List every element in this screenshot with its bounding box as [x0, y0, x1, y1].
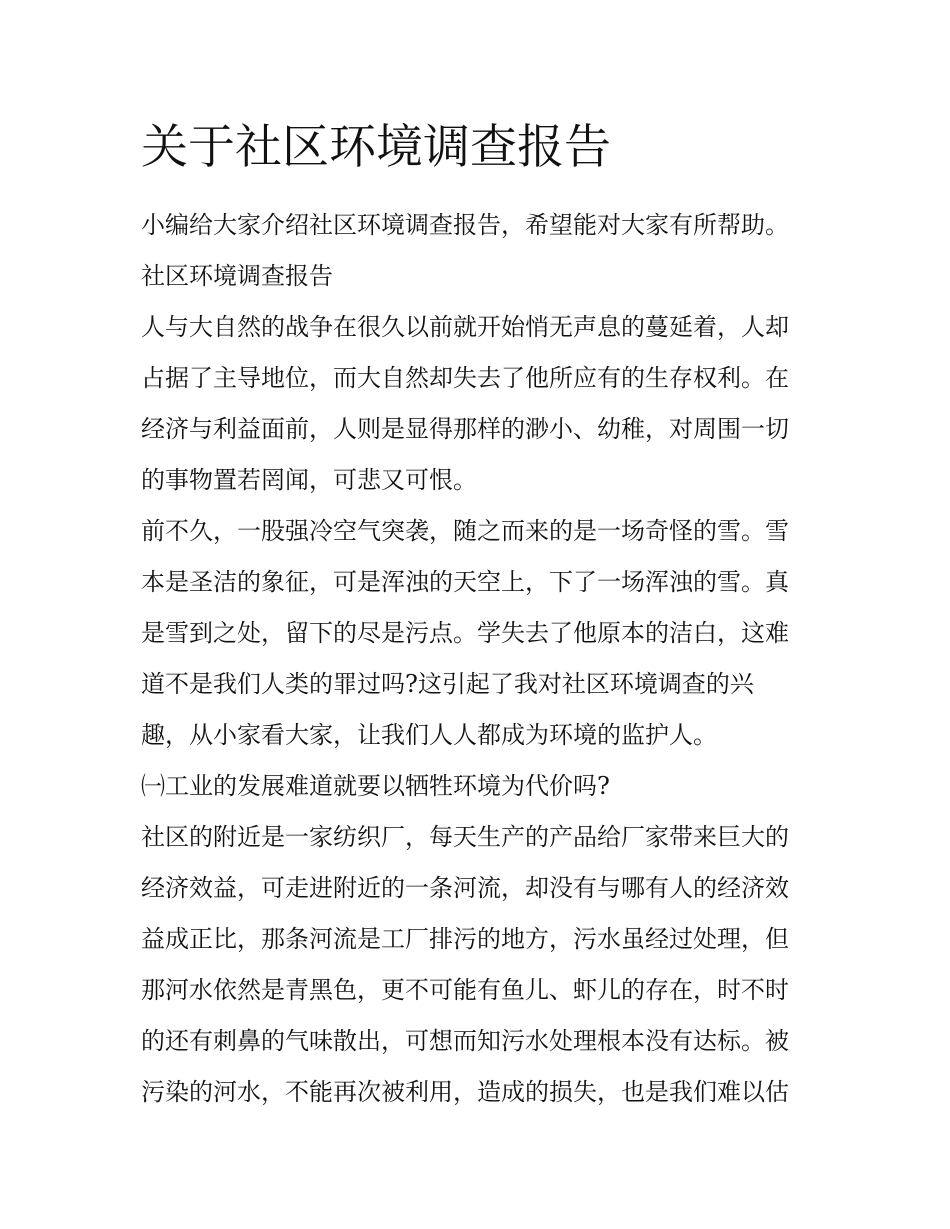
- paragraph-line: 益成正比，那条河流是工厂排污的地方，污水虽经过处理，但: [141, 925, 789, 953]
- intro-text: 小编给大家介绍社区环境调查报告，希望能对大家有所帮助。: [141, 211, 789, 239]
- section-heading-1: [141, 761, 813, 812]
- document-title: 关于社区环境调查报告: [141, 120, 611, 175]
- paragraph-line: 人与大自然的战争在很久以前就开始悄无声息的蔓延着，人却: [141, 313, 789, 341]
- document-body: [141, 200, 813, 1118]
- paragraph-line: 的还有刺鼻的气味散出，可想而知污水处理根本没有达标。被: [141, 1027, 789, 1055]
- paragraph-2: [141, 506, 813, 761]
- paragraph-line: 经济与利益面前，人则是显得那样的渺小、幼稚，对周围一切: [141, 415, 789, 443]
- paragraph-1: [141, 302, 813, 506]
- paragraph-line: 占据了主导地位，而大自然却失去了他所应有的生存权利。在: [141, 364, 789, 392]
- paragraph-line: 是雪到之处，留下的尽是污点。学失去了他原本的洁白，这难: [141, 619, 789, 647]
- paragraph-line: 前不久，一股强冷空气突袭，随之而来的是一场奇怪的雪。雪: [141, 517, 789, 545]
- paragraph-line: 道不是我们人类的罪过吗?这引起了我对社区环境调查的兴: [141, 670, 754, 698]
- paragraph-line: 社区的附近是一家纺织厂，每天生产的产品给厂家带来巨大的: [141, 823, 789, 851]
- subtitle-text: 社区环境调查报告: [141, 262, 333, 290]
- paragraph-line: 趣，从小家看大家，让我们人人都成为环境的监护人。: [141, 721, 717, 749]
- paragraph-line: 那河水依然是青黑色，更不可能有鱼儿、虾儿的存在，时不时: [141, 976, 789, 1004]
- paragraph-line: 本是圣洁的象征，可是浑浊的天空上，下了一场浑浊的雪。真: [141, 568, 789, 596]
- paragraph-line: 污染的河水，不能再次被利用，造成的损失，也是我们难以估: [141, 1078, 789, 1106]
- paragraph-line: 经济效益，可走进附近的一条河流，却没有与哪有人的经济效: [141, 874, 789, 902]
- paragraph-3: [141, 812, 813, 1118]
- paragraph-line: 的事物置若罔闻，可悲又可恨。: [141, 466, 477, 494]
- section-heading-line: ㈠工业的发展难道就要以牺牲环境为代价吗?: [141, 772, 610, 800]
